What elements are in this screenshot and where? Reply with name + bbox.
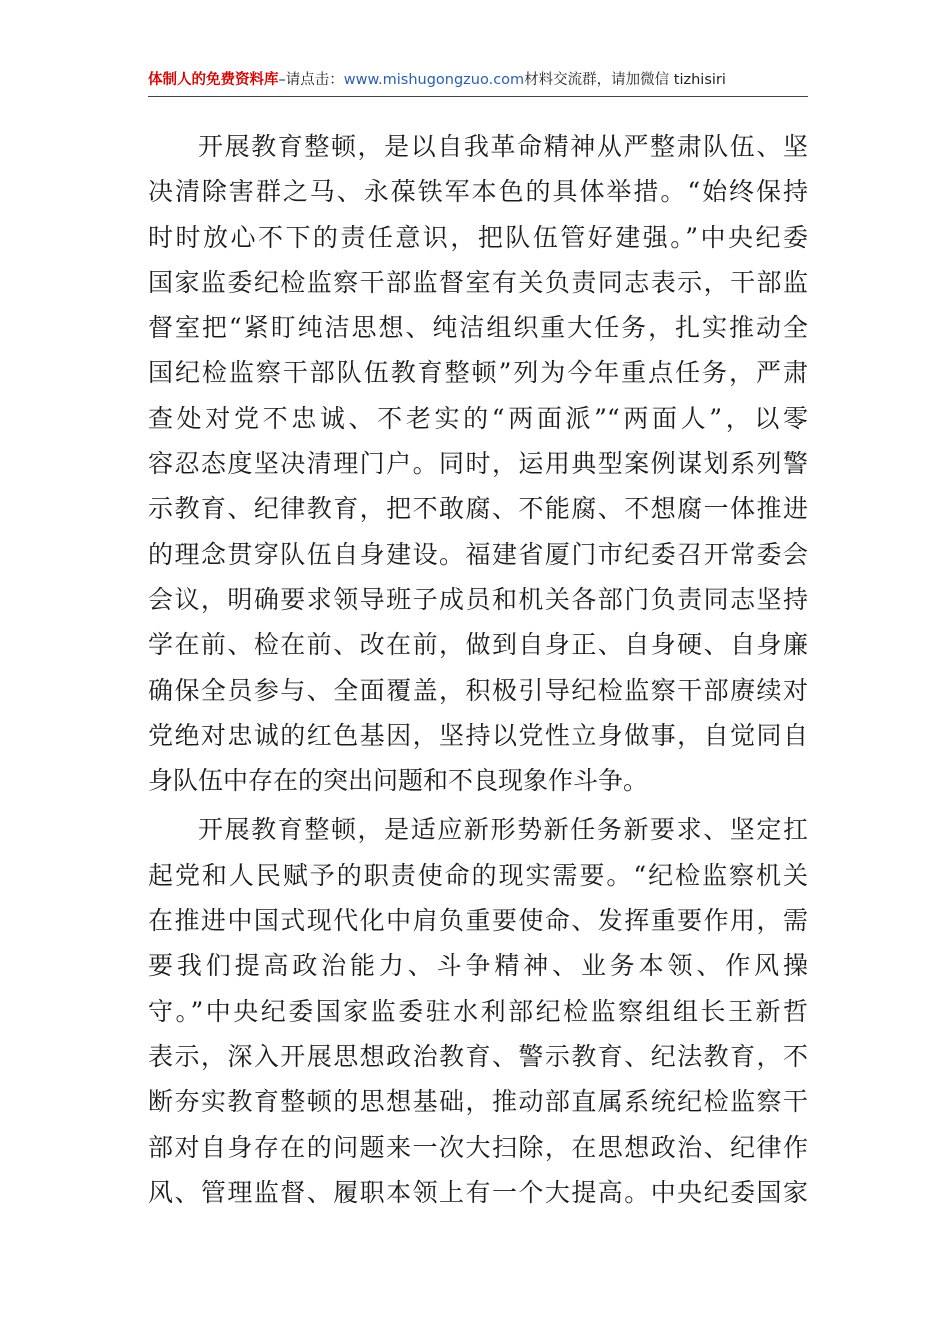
text-line: 容忍态度坚决清理门户。同时，运用典型案例谋划系列警 (148, 449, 808, 479)
text-line: 国纪检监察干部队伍教育整顿”列为今年重点任务，严肃 (148, 358, 808, 388)
text-line: 起党和人民赋予的职责使命的现实需要。“纪检监察机关 (148, 860, 808, 890)
text-line: 在推进中国式现代化中肩负重要使命、发挥重要作用，需 (148, 906, 808, 936)
text-line: 查处对党不忠诚、不老实的“两面派”“两面人”，以零 (148, 403, 808, 433)
text-line: 开展教育整顿，是以自我革命精神从严整肃队伍、坚 (198, 132, 808, 161)
text-line: 党绝对忠诚的红色基因，坚持以党性立身做事，自觉同自 (148, 720, 808, 750)
text-line: 断夯实教育整顿的思想基础，推动部直属系统纪检监察干 (148, 1087, 808, 1117)
text-line: 身队伍中存在的突出问题和不良现象作斗争。 (148, 766, 649, 796)
paragraph-1 (148, 124, 808, 803)
text-line: 部对自身存在的问题来一次大扫除，在思想政治、纪律作 (148, 1132, 808, 1162)
text-line: 学在前、检在前、改在前，做到自身正、自身硬、自身廉 (148, 630, 808, 660)
text-line: 确保全员参与、全面覆盖，积极引导纪检监察干部赓续对 (148, 675, 808, 705)
text-line: 风、管理监督、履职本领上有一个大提高。中央纪委国家 (148, 1177, 808, 1207)
text-line: 守。”中央纪委国家监委驻水利部纪检监察组组长王新哲 (148, 996, 808, 1026)
text-line: 会议，明确要求领导班子成员和机关各部门负责同志坚持 (148, 584, 808, 614)
page-header (148, 66, 808, 97)
text-line: 开展教育整顿，是适应新形势新任务新要求、坚定扛 (198, 815, 808, 845)
text-line: 时时放心不下的责任意识，把队伍管好建强。”中央纪委 (148, 222, 808, 252)
header-tail: 材料交流群，请加微信 tizhisiri (524, 72, 726, 88)
text-line: 表示，深入开展思想政治教育、警示教育、纪法教育，不 (148, 1041, 808, 1071)
text-line: 要我们提高政治能力、斗争精神、业务本领、作风操 (148, 951, 808, 981)
header-prompt: –请点击： (278, 72, 344, 88)
text-line: 决清除害群之马、永葆铁军本色的具体举措。“始终保持 (148, 177, 808, 207)
paragraph-2 (148, 807, 808, 1215)
text-line: 督室把“紧盯纯洁思想、纯洁组织重大任务，扎实推动全 (148, 313, 808, 343)
text-line: 示教育、纪律教育，把不敢腐、不能腐、不想腐一体推进 (148, 494, 808, 524)
document-body (148, 124, 808, 1215)
header-brand: 体制人的免费资料库 (148, 72, 279, 88)
header-url-link[interactable]: www.mishugongzuo.com (343, 72, 525, 88)
text-line: 的理念贯穿队伍自身建设。福建省厦门市纪委召开常委会 (148, 539, 808, 569)
text-line: 国家监委纪检监察干部监督室有关负责同志表示，干部监 (148, 267, 808, 297)
